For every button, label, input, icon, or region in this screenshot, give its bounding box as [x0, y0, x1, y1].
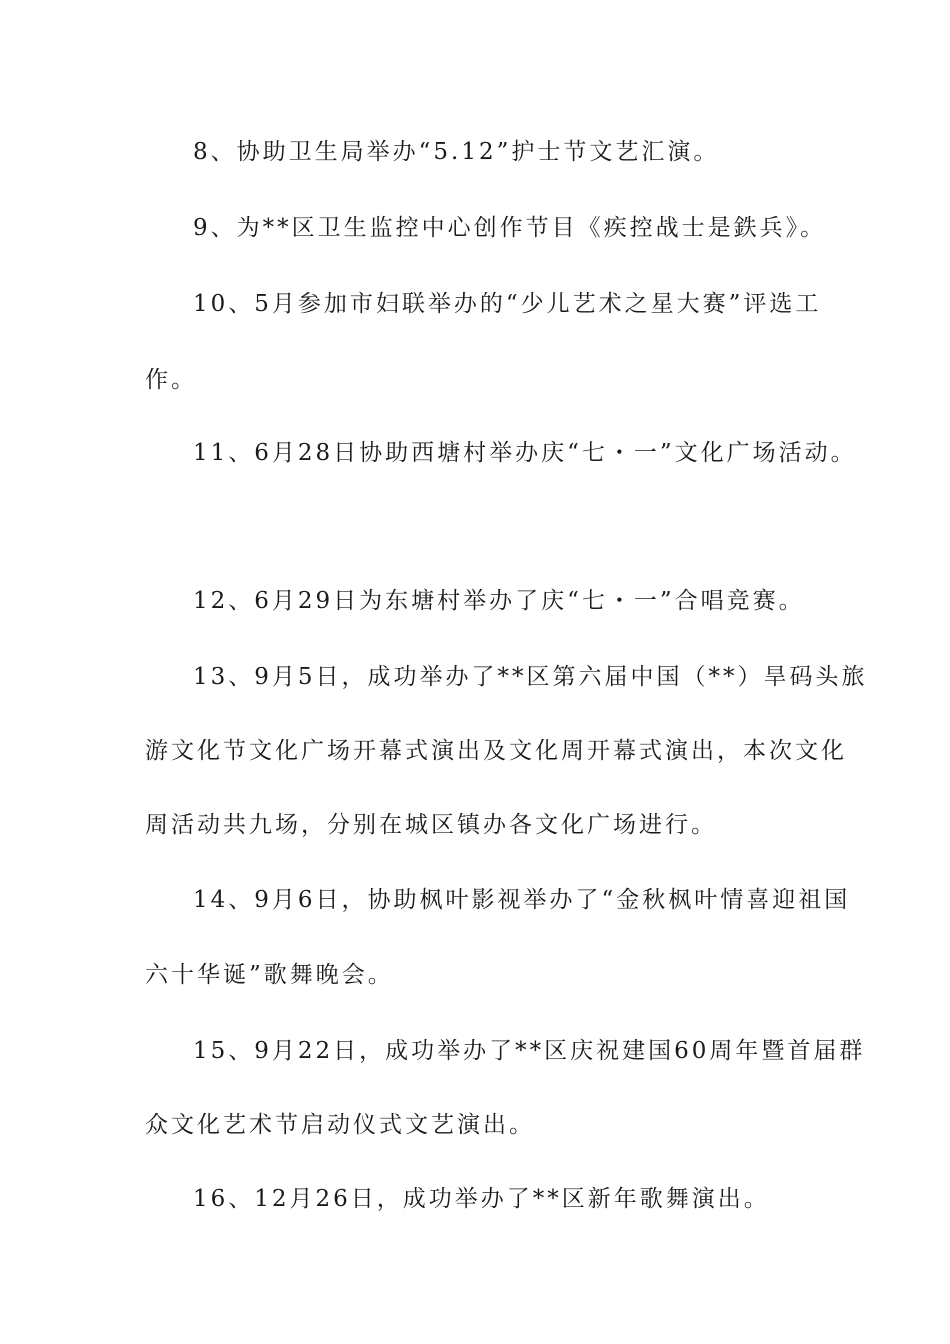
- item-13-continuation-2: 周活动共九场，分别在城区镇办各文化广场进行。: [145, 812, 717, 838]
- item-11: 11、6月28日协助西塘村举办庆“七・一”文化广场活动。: [193, 440, 857, 466]
- item-8: 8、协助卫生局举办“5.12”护士节文艺汇演。: [193, 139, 720, 165]
- item-15: 15、9月22日，成功举办了**区庆祝建国60周年暨首届群: [193, 1038, 866, 1064]
- item-10-continuation: 作。: [145, 367, 197, 393]
- item-14-continuation: 六十华诞”歌舞晚会。: [145, 962, 394, 988]
- item-12: 12、6月29日为东塘村举办了庆“七・一”合唱竞赛。: [193, 588, 805, 614]
- item-10: 10、5月参加市妇联举办的“少儿艺术之星大赛”评选工: [193, 291, 822, 317]
- item-16: 16、12月26日，成功举办了**区新年歌舞演出。: [193, 1186, 770, 1212]
- item-9: 9、为**区卫生监控中心创作节目《疾控战士是鉄兵》。: [193, 215, 827, 241]
- item-14: 14、9月6日，协助枫叶影视举办了“金秋枫叶情喜迎祖国: [193, 887, 851, 913]
- item-13: 13、9月5日，成功举办了**区第六届中国（**）旱码头旅: [193, 664, 868, 690]
- item-13-continuation-1: 游文化节文化广场开幕式演出及文化周开幕式演出，本次文化: [145, 738, 847, 764]
- item-15-continuation: 众文化艺术节启动仪式文艺演出。: [145, 1112, 535, 1138]
